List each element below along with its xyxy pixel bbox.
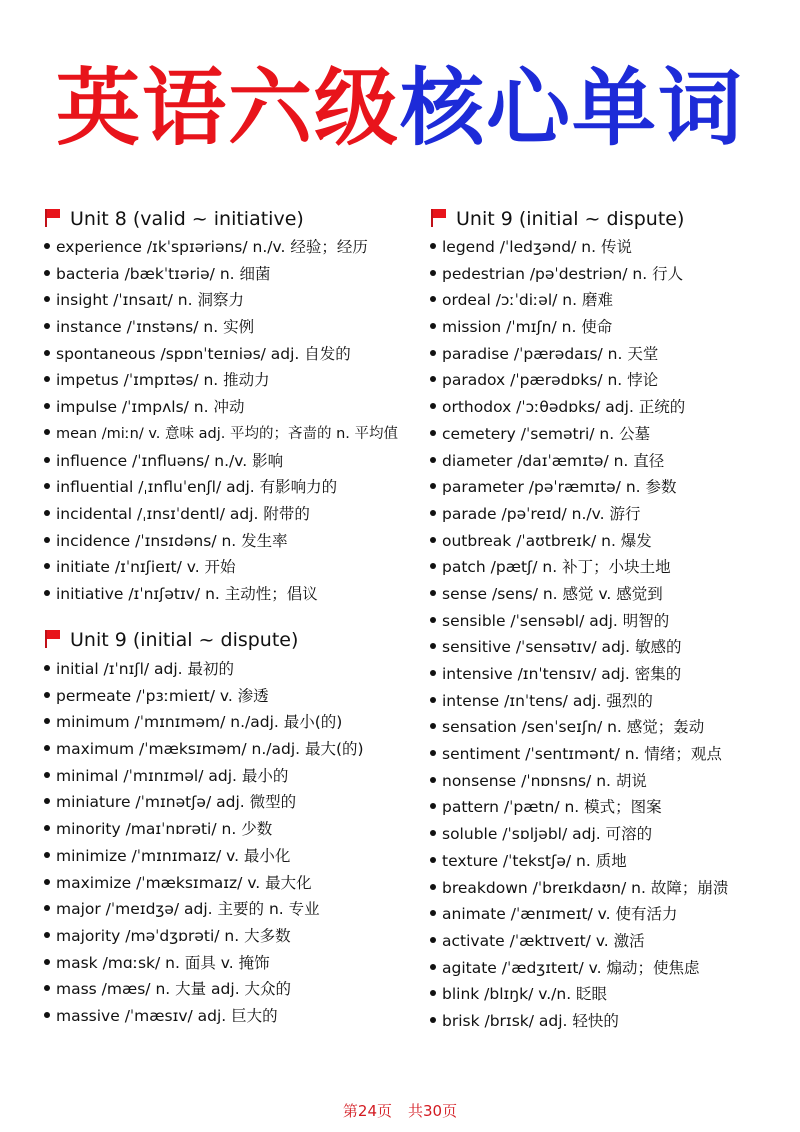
bullet-icon [44, 825, 50, 831]
word-entry-text: miniature /ˈmɪnətʃə/ adj. 微型的 [56, 793, 297, 812]
word-entry-text: nonsense /ˈnɒnsns/ n. 胡说 [442, 771, 647, 790]
word-entry [430, 474, 728, 501]
bullet-icon [430, 350, 436, 356]
bullet-icon [430, 590, 436, 596]
word-entry-text: impulse /ˈɪmpʌls/ n. 冲动 [56, 398, 245, 417]
word-entry [44, 314, 398, 341]
word-entry-text: spontaneous /spɒnˈteɪniəs/ adj. 自发的 [56, 344, 351, 363]
bullet-icon [430, 1017, 436, 1023]
word-entry [430, 928, 728, 955]
word-entry [44, 341, 398, 368]
word-entry [44, 554, 398, 581]
word-entry-text: minority /maɪˈnɒrəti/ n. 少数 [56, 820, 273, 839]
bullet-icon [430, 617, 436, 623]
word-entry-text: maximize /ˈmæksɪmaɪz/ v. 最大化 [56, 873, 312, 892]
word-list [44, 656, 364, 1030]
word-entry-text: soluble /ˈsɒljəbl/ adj. 可溶的 [442, 825, 653, 844]
bullet-icon [44, 879, 50, 885]
word-entry [44, 261, 398, 288]
word-entry [430, 981, 728, 1008]
bullet-icon [430, 990, 436, 996]
word-entry [430, 634, 728, 661]
word-entry [44, 474, 398, 501]
bullet-icon [44, 403, 50, 409]
section-heading [44, 204, 304, 234]
word-entry-text: mask /mɑːsk/ n. 面具 v. 掩饰 [56, 953, 270, 972]
bullet-icon [430, 777, 436, 783]
word-entry-text: agitate /ˈædʒɪteɪt/ v. 煽动；使焦虑 [442, 958, 700, 977]
bullet-icon [44, 457, 50, 463]
bullet-icon [430, 457, 436, 463]
bullet-icon [430, 830, 436, 836]
page-number: 第24页 [342, 1102, 392, 1120]
word-entry [430, 448, 728, 475]
word-entry-text: blink /blɪŋk/ v./n. 眨眼 [442, 985, 608, 1004]
bullet-icon [44, 563, 50, 569]
word-entry-text: major /ˈmeɪdʒə/ adj. 主要的 n. 专业 [56, 900, 320, 919]
bullet-icon [44, 429, 50, 435]
word-entry-text: minimal /ˈmɪnɪməl/ adj. 最小的 [56, 766, 289, 785]
word-entry [430, 367, 728, 394]
word-entry [430, 314, 728, 341]
section-heading-text: Unit 9 (initial ~ dispute) [456, 208, 685, 230]
bullet-icon [44, 745, 50, 751]
word-entry-text: sensation /senˈseɪʃn/ n. 感觉；轰动 [442, 718, 705, 737]
word-entry [44, 234, 398, 261]
word-entry-text: experience /ɪkˈspɪəriəns/ n./v. 经验；经历 [56, 238, 368, 256]
word-entry-text: permeate /ˈpɜːmieɪt/ v. 渗透 [56, 686, 269, 705]
bullet-icon [44, 665, 50, 671]
bullet-icon [430, 296, 436, 302]
word-entry [44, 501, 398, 528]
bullet-icon [430, 270, 436, 276]
bullet-icon [430, 670, 436, 676]
red-flag-icon [44, 207, 62, 229]
bullet-icon [44, 590, 50, 596]
word-entry [44, 581, 398, 608]
word-entry [430, 234, 728, 261]
bullet-icon [430, 964, 436, 970]
word-entry-text: mass /mæs/ n. 大量 adj. 大众的 [56, 980, 292, 999]
bullet-icon [44, 296, 50, 302]
bullet-icon [44, 932, 50, 938]
word-entry-text: minimum /ˈmɪnɪməm/ n./adj. 最小(的) [56, 713, 343, 732]
bullet-icon [44, 718, 50, 724]
bullet-icon [44, 510, 50, 516]
bullet-icon [44, 772, 50, 778]
bullet-icon [44, 483, 50, 489]
word-entry-text: influential /ˌɪnfluˈenʃl/ adj. 有影响力的 [56, 478, 338, 497]
bullet-icon [44, 537, 50, 543]
word-entry-text: initial /ɪˈnɪʃl/ adj. 最初的 [56, 660, 235, 678]
section-heading-text: Unit 9 (initial ~ dispute) [70, 629, 299, 651]
word-entry [44, 421, 398, 448]
bullet-icon [430, 910, 436, 916]
bullet-icon [44, 985, 50, 991]
bullet-icon [44, 798, 50, 804]
bullet-icon [44, 852, 50, 858]
word-entry-text: majority /məˈdʒɒrəti/ n. 大多数 [56, 926, 291, 945]
title-red-part: 英语六级 [55, 59, 400, 157]
bullet-icon [430, 643, 436, 649]
word-entry [44, 736, 364, 763]
word-entry [44, 789, 364, 816]
bullet-icon [430, 697, 436, 703]
word-entry-text: influence /ˈɪnfluəns/ n./v. 影响 [56, 451, 284, 470]
word-entry [44, 287, 398, 314]
word-entry [430, 394, 728, 421]
word-entry-text: instance /ˈɪnstəns/ n. 实例 [56, 318, 255, 337]
word-entry-text: parameter /pəˈræmɪtə/ n. 参数 [442, 478, 677, 497]
word-entry [44, 683, 364, 710]
bullet-icon [44, 376, 50, 382]
word-entry [430, 287, 728, 314]
bullet-icon [430, 510, 436, 516]
red-flag-icon [44, 628, 62, 650]
word-entry [430, 741, 728, 768]
word-entry [44, 923, 364, 950]
word-entry-text: paradox /ˈpærədɒks/ n. 悖论 [442, 371, 659, 390]
bullet-icon [430, 323, 436, 329]
section-heading [44, 625, 298, 655]
bullet-icon [430, 884, 436, 890]
word-entry [430, 528, 728, 555]
word-entry-text: sense /sens/ n. 感觉 v. 感觉到 [442, 584, 663, 603]
word-entry-text: parade /pəˈreɪd/ n./v. 游行 [442, 504, 641, 523]
word-entry [430, 901, 728, 928]
word-entry-text: maximum /ˈmæksɪməm/ n./adj. 最大(的) [56, 740, 364, 759]
bullet-icon [44, 1012, 50, 1018]
bullet-icon [430, 537, 436, 543]
bullet-icon [430, 403, 436, 409]
bullet-icon [430, 430, 436, 436]
red-flag-icon [430, 207, 448, 229]
word-entry-text: initiative /ɪˈnɪʃətɪv/ n. 主动性；倡议 [56, 584, 318, 603]
word-entry-text: pedestrian /pəˈdestriən/ n. 行人 [442, 264, 684, 283]
word-entry [44, 950, 364, 977]
word-list [430, 234, 728, 1035]
word-entry [430, 554, 728, 581]
word-entry [430, 848, 728, 875]
word-entry [44, 843, 364, 870]
word-entry [430, 768, 728, 795]
word-entry [44, 763, 364, 790]
word-entry-text: insight /ˈɪnsaɪt/ n. 洞察力 [56, 291, 244, 310]
bullet-icon [430, 937, 436, 943]
bullet-icon [44, 323, 50, 329]
word-entry [44, 816, 364, 843]
word-entry-text: outbreak /ˈaʊtbreɪk/ n. 爆发 [442, 531, 652, 550]
word-entry [44, 528, 398, 555]
word-entry-text: mission /ˈmɪʃn/ n. 使命 [442, 318, 613, 337]
word-list [44, 234, 398, 608]
title-blue-part: 核心单词 [400, 59, 745, 157]
word-entry-text: incidence /ˈɪnsɪdəns/ n. 发生率 [56, 531, 288, 550]
word-entry [44, 1003, 364, 1030]
section-heading [430, 204, 684, 234]
word-entry-text: breakdown /ˈbreɪkdaʊn/ n. 故障；崩溃 [442, 878, 729, 897]
page-footer [0, 1100, 800, 1121]
word-entry-text: mean /miːn/ v. 意味 adj. 平均的；吝啬的 n. 平均值 [56, 425, 398, 442]
word-entry-text: impetus /ˈɪmpɪtəs/ n. 推动力 [56, 371, 270, 390]
word-entry [430, 688, 728, 715]
word-entry-text: patch /pætʃ/ n. 补丁；小块土地 [442, 558, 671, 577]
word-entry-text: paradise /ˈpærədaɪs/ n. 天堂 [442, 344, 659, 363]
word-entry [430, 581, 728, 608]
word-entry-text: pattern /ˈpætn/ n. 模式；图案 [442, 798, 662, 817]
word-entry-text: sensitive /ˈsensətɪv/ adj. 敏感的 [442, 638, 682, 657]
word-entry [430, 955, 728, 982]
word-entry-text: legend /ˈledʒənd/ n. 传说 [442, 238, 632, 256]
word-entry-text: bacteria /bækˈtɪəriə/ n. 细菌 [56, 264, 271, 283]
bullet-icon [430, 803, 436, 809]
word-entry-text: orthodox /ˈɔːθədɒks/ adj. 正统的 [442, 398, 686, 417]
bullet-icon [430, 243, 436, 249]
word-entry-text: incidental /ˌɪnsɪˈdentl/ adj. 附带的 [56, 504, 310, 523]
bullet-icon [430, 723, 436, 729]
bullet-icon [44, 270, 50, 276]
word-entry-text: intensive /ɪnˈtensɪv/ adj. 密集的 [442, 665, 682, 683]
word-entry-text: animate /ˈænɪmeɪt/ v. 使有活力 [442, 905, 678, 924]
bullet-icon [44, 959, 50, 965]
word-entry [44, 709, 364, 736]
word-entry [430, 608, 728, 635]
word-entry [44, 870, 364, 897]
page-title [0, 58, 800, 158]
bullet-icon [44, 243, 50, 249]
section-heading-text: Unit 8 (valid ~ initiative) [70, 208, 304, 230]
bullet-icon [44, 692, 50, 698]
word-entry-text: intense /ɪnˈtens/ adj. 强烈的 [442, 691, 653, 710]
word-entry [430, 794, 728, 821]
word-entry [430, 341, 728, 368]
bullet-icon [44, 905, 50, 911]
word-entry-text: activate /ˈæktɪveɪt/ v. 激活 [442, 931, 645, 950]
bullet-icon [430, 857, 436, 863]
word-entry [430, 1008, 728, 1035]
word-entry [44, 448, 398, 475]
word-entry [430, 501, 728, 528]
word-entry [430, 875, 728, 902]
word-entry [430, 261, 728, 288]
bullet-icon [430, 563, 436, 569]
bullet-icon [44, 350, 50, 356]
word-entry [430, 661, 728, 688]
word-entry-text: massive /ˈmæsɪv/ adj. 巨大的 [56, 1006, 278, 1025]
word-entry-text: initiate /ɪˈnɪʃieɪt/ v. 开始 [56, 558, 236, 577]
bullet-icon [430, 750, 436, 756]
word-entry-text: sentiment /ˈsentɪmənt/ n. 情绪；观点 [442, 745, 722, 764]
word-entry-text: brisk /brɪsk/ adj. 轻快的 [442, 1011, 619, 1030]
word-entry [44, 896, 364, 923]
word-entry-text: minimize /ˈmɪnɪmaɪz/ v. 最小化 [56, 846, 291, 865]
word-entry [44, 367, 398, 394]
word-entry [44, 656, 364, 683]
word-entry [430, 421, 728, 448]
word-entry-text: sensible /ˈsensəbl/ adj. 明智的 [442, 611, 670, 630]
word-entry-text: diameter /daɪˈæmɪtə/ n. 直径 [442, 451, 665, 470]
word-entry-text: texture /ˈtekstʃə/ n. 质地 [442, 851, 627, 870]
word-entry [430, 821, 728, 848]
word-entry-text: ordeal /ɔːˈdiːəl/ n. 磨难 [442, 291, 613, 310]
word-entry-text: cemetery /ˈsemətri/ n. 公墓 [442, 424, 651, 443]
word-entry [44, 976, 364, 1003]
bullet-icon [430, 483, 436, 489]
page-total: 共30页 [408, 1102, 458, 1120]
bullet-icon [430, 376, 436, 382]
word-entry [430, 714, 728, 741]
word-entry [44, 394, 398, 421]
